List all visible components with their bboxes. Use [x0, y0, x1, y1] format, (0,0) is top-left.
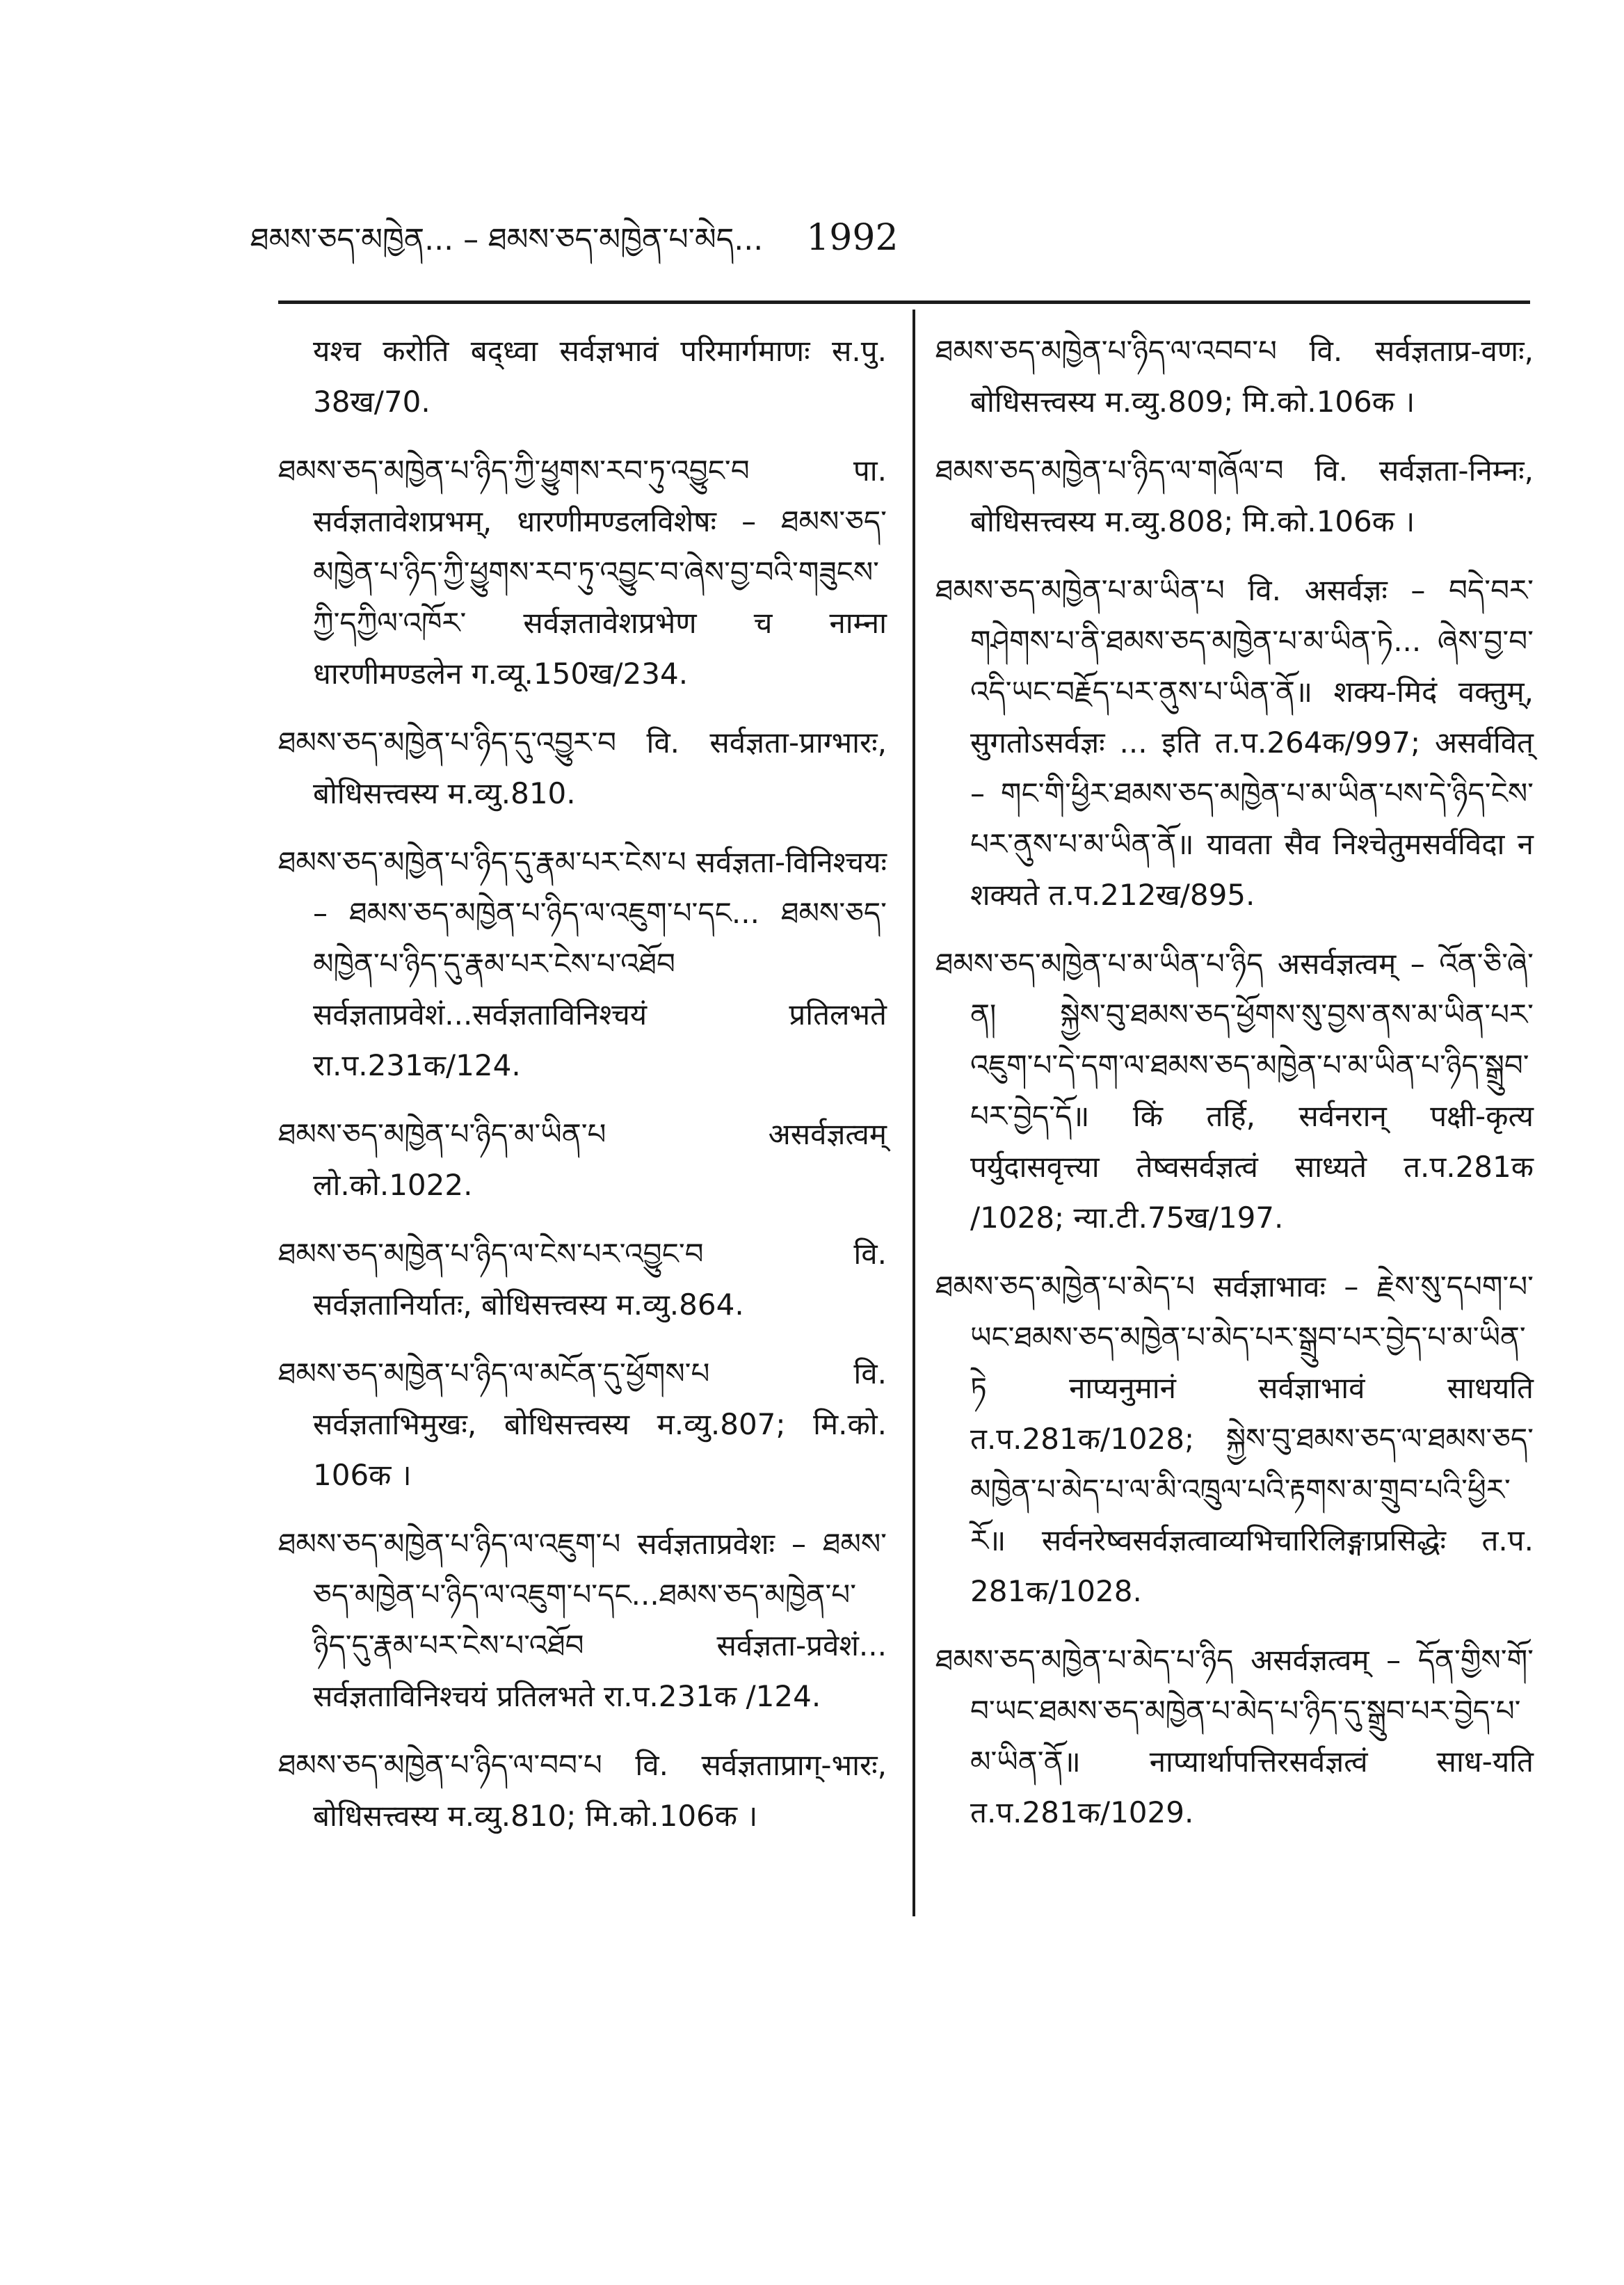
- dictionary-entry: ཐམས་ཅད་མཁྱེན་པ་མ་ཡིན་པ་ཉིད असर्वज्ञत्वम् – འོན་ཅི་ཞེ་ན། སྐྱེས་བུ་ཐམས་ཅད་ཕྱོགས་སུ་བྱས་ནས་མ་ཡིན་པར་འཇུག་པ་དེ་དག་ལ་ཐམས་ཅད་མཁྱེན་པ་མ་ཡིན་པ་ཉིད་སྒྲུབ་པར་བྱེད་དོ॥ किं तर्हि, सर्वनरान् पक्षी-कृत्य पर्युदासवृत्त्या तेष्वसर्वज्ञत्वं साध्यते त.प.281क /1028; न्या.टी.75ख/197.: [935, 947, 1534, 1235]
- dictionary-entry: ཐམས་ཅད་མཁྱེན་པ་ཉིད་ལ་འཇུག་པ सर्वज्ञताप्रवेशः – ཐམས་ཅད་མཁྱེན་པ་ཉིད་ལ་འཇུག་པ་དང...ཐམས་ཅད་མཁྱེན་པ་ཉིད་དུ་རྣམ་པར་ངེས་པ་འཐོབ सर्वज्ञता-प्रवेशं... सर्वज्ञताविनिश्चयं प्रतिलभते रा.प.231क /124.: [278, 1527, 887, 1713]
- dictionary-entry: ཐམས་ཅད་མཁྱེན་པ་མེད་པ सर्वज्ञाभावः – རྗེས་སུ་དཔག་པ་ཡང་ཐམས་ཅད་མཁྱེན་པ་མེད་པར་སྒྲུབ་པར་བྱེད་པ་མ་ཡིན་ཏེ नाप्यनुमानं सर्वज्ञाभावं साधयति त.प.281क/1028; སྐྱེས་བུ་ཐམས་ཅད་ལ་ཐམས་ཅད་མཁྱེན་པ་མེད་པ་ལ་མི་འཁྲུལ་པའི་རྟགས་མ་གྲུབ་པའི་ཕྱིར་རོ॥ सर्वनरेष्वसर्वज्ञत्वाव्यभिचारिलिङ्गाप्रसिद्धेः त.प. 281क/1028.: [935, 1269, 1534, 1608]
- dictionary-entry: ཐམས་ཅད་མཁྱེན་པ་ཉིད་ལ་མངོན་དུ་ཕྱོགས་པ वि. सर्वज्ञताभिमुखः, बोधिसत्त्वस्य म.व्यु.807; मि.को. 106क ।: [278, 1356, 887, 1492]
- right-column: [935, 326, 1534, 1856]
- dictionary-entry: ཐམས་ཅད་མཁྱེན་པ་ཉིད་ཀྱི་ཕྱུགས་རབ་ཏུ་འབྱུང་བ पा. सर्वज्ञतावेशप्रभम्, धारणीमण्डलविशेषः – ཐམས་ཅད་མཁྱེན་པ་ཉིད་ཀྱི་ཕྱུགས་རབ་ཏུ་འབྱུང་བ་ཞེས་བྱ་བའི་གཟུངས་ཀྱི་དཀྱིལ་འཁོར་ सर्वज्ञतावेशप्रभेण च नाम्ना धारणीमण्डलेन ग.व्यू.150ख/234.: [278, 454, 887, 691]
- left-column: [278, 326, 887, 1859]
- dictionary-entry: ཐམས་ཅད་མཁྱེན་པ་མེད་པ་ཉིད असर्वज्ञत्वम् – དོན་གྱིས་གོ་བ་ཡང་ཐམས་ཅད་མཁྱེན་པ་མེད་པ་ཉིད་དུ་སྒྲུབ་པར་བྱེད་པ་མ་ཡིན་ནོ॥ नाप्यार्थापत्तिरसर्वज्ञत्वं साध-यति त.प.281क/1029.: [935, 1643, 1534, 1829]
- dictionary-entry: ཐམས་ཅད་མཁྱེན་པ་ཉིད་དུ་རྣམ་པར་ངེས་པ सर्वज्ञता-विनिश्चयः – ཐམས་ཅད་མཁྱེན་པ་ཉིད་ལ་འཇུག་པ་དང... ཐམས་ཅད་མཁྱེན་པ་ཉིད་དུ་རྣམ་པར་ངེས་པ་འཐོབ सर्वज्ञताप्रवेशं...सर्वज्ञताविनिश्चयं प्रतिलभते रा.प.231क/124.: [278, 845, 887, 1082]
- dictionary-entry: ཐམས་ཅད་མཁྱེན་པ་ཉིད་མ་ཡིན་པ असर्वज्ञत्वम् लो.को.1022.: [278, 1117, 887, 1202]
- header-term-range: ཐམས་ཅད་མཁྱེན... – ཐམས་ཅད་མཁྱེན་པ་མེད...: [250, 222, 764, 257]
- dictionary-entry: ཐམས་ཅད་མཁྱེན་པ་མ་ཡིན་པ वि. असर्वज्ञः – བདེ་བར་གཤེགས་པ་ནི་ཐམས་ཅད་མཁྱེན་པ་མ་ཡིན་ཏེ... ཞེས་བྱ་བ་འདི་ཡང་བརྗོད་པར་ནུས་པ་ཡིན་ནོ॥ शक्य-मिदं वक्तुम्, सुगतोऽसर्वज्ञः ... इति त.प.264क/997; असर्ववित् – གང་གི་ཕྱིར་ཐམས་ཅད་མཁྱེན་པ་མ་ཡིན་པས་དེ་ཉིད་ངེས་པར་ནུས་པ་མ་ཡིན་ནོ॥ यावता सैव निश्चेतुमसर्वविदा न शक्यते त.प.212ख/895.: [935, 573, 1534, 912]
- dictionary-entry: ཐམས་ཅད་མཁྱེན་པ་ཉིད་ལ་གཞོལ་བ वि. सर्वज्ञता-निम्नः, बोधिसत्त्वस्य म.व्यु.808; मि.को.106क ।: [935, 454, 1534, 538]
- column-divider: [913, 310, 915, 1916]
- dictionary-entry: ཐམས་ཅད་མཁྱེན་པ་ཉིད་ལ་བབ་པ वि. सर्वज्ञताप्राग्-भारः, बोधिसत्त्वस्य म.व्यु.810; मि.को.106क ।: [278, 1748, 887, 1833]
- header-rule: [278, 300, 1530, 304]
- dictionary-entry: ཐམས་ཅད་མཁྱེན་པ་ཉིད་ལ་འབབ་པ वि. सर्वज्ञताप्र-वणः, बोधिसत्त्वस्य म.व्यु.809; मि.को.106क ।: [935, 334, 1534, 419]
- dictionary-entry: ཐམས་ཅད་མཁྱེན་པ་ཉིད་ལ་ངེས་པར་འབྱུང་བ वि. सर्वज्ञतानिर्यातः, बोधिसत्त्वस्य म.व्यु.864.: [278, 1237, 887, 1322]
- entry-continuation: यश्च करोति बद्ध्वा सर्वज्ञभावं परिमार्गमाणः स.पु. 38ख/70.: [313, 334, 887, 419]
- running-header: [250, 205, 1015, 261]
- page-number: 1992: [806, 217, 899, 259]
- dictionary-entry: ཐམས་ཅད་མཁྱེན་པ་ཉིད་དུ་འབྱུར་བ वि. सर्वज्ञता-प्राग्भारः, बोधिसत्त्वस्य म.व्यु.810.: [278, 725, 887, 810]
